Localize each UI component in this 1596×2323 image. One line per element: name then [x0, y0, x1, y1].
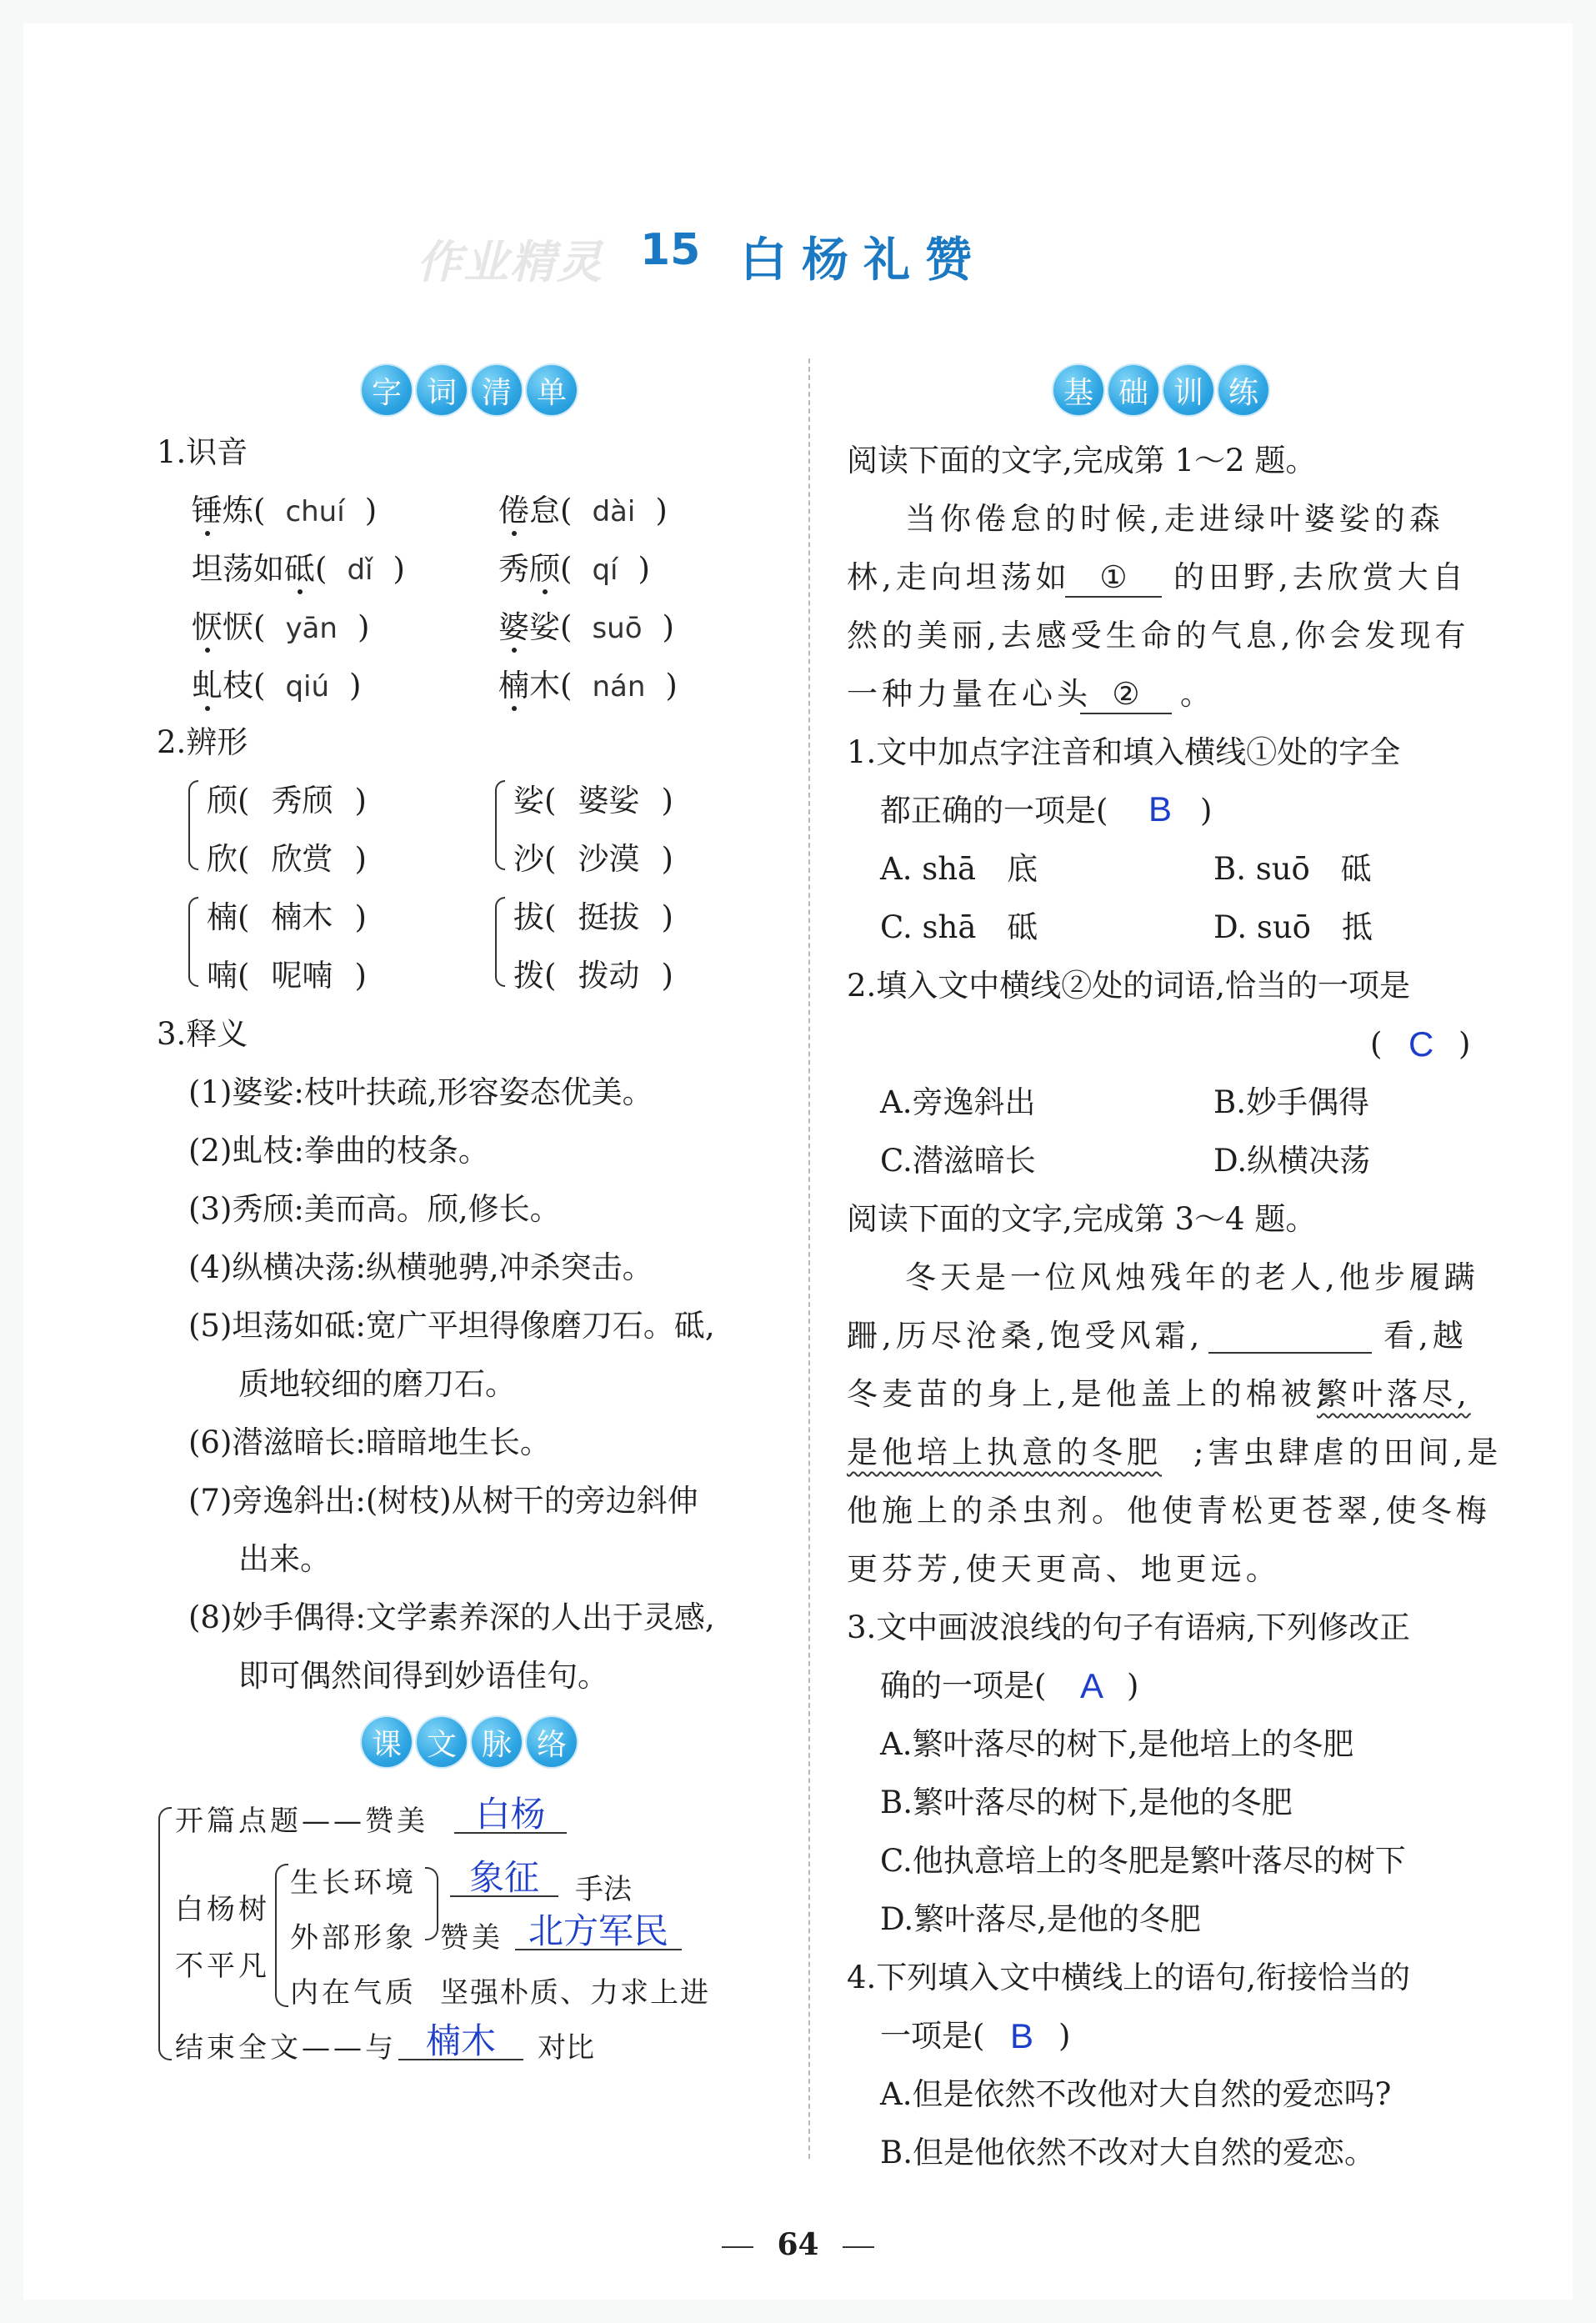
close-paren: ): [661, 958, 673, 994]
badge-char: 字: [362, 365, 412, 415]
badge-char: 脉: [472, 1717, 522, 1767]
shape-char: 拔(: [513, 899, 557, 935]
q4-close-paren: ): [1058, 2018, 1071, 2054]
q2-option-a: A.旁逸斜出: [880, 1084, 1036, 1120]
shape-word: 呢喃: [271, 958, 333, 994]
pinyin-answer: dài: [592, 495, 636, 528]
page-number-text: 64: [777, 2227, 819, 2262]
badge-char: 文: [417, 1717, 467, 1767]
meaning-line: (1)婆娑:枝叶扶疏,形容姿态优美。: [188, 1074, 653, 1110]
badge-char: 单: [527, 365, 577, 415]
shape-brace: [188, 897, 198, 987]
outline-item-environment: 生长环境: [290, 1866, 417, 1900]
passage1-line2-a: 林,走向坦荡如: [847, 559, 1071, 595]
section-badge-outline: [362, 1717, 577, 1767]
page-number: [0, 2227, 1596, 2262]
pronunciation-item: [192, 551, 405, 587]
q3-option-a: A.繁叶落尽的树下,是他培上的冬肥: [880, 1726, 1354, 1762]
q4-option-b: B.但是他依然不改对大自然的爱恋。: [880, 2135, 1375, 2170]
section-badge-practice: [1053, 365, 1268, 415]
passage2-line2-b: 看,越: [1383, 1318, 1468, 1354]
shape-item: [207, 958, 367, 994]
dotted-char: 颀: [529, 551, 560, 587]
meaning-line: (4)纵横决荡:纵横驰骋,冲杀突击。: [188, 1249, 653, 1285]
dotted-char: 楠: [498, 668, 529, 703]
word-suffix: (: [560, 551, 573, 587]
close-paren: ): [662, 609, 674, 645]
close-paren: ): [354, 899, 367, 935]
close-paren: ): [665, 668, 678, 703]
passage1-blank-1: ①: [1065, 562, 1162, 598]
shape-char: 娑(: [513, 783, 557, 819]
q1-option-a: A. shā 底: [880, 851, 1038, 887]
pronunciation-item: [192, 609, 370, 645]
outline-row-intro: 开篇点题——赞美: [175, 1805, 428, 1838]
badge-char: 练: [1218, 365, 1268, 415]
outline-item-temperament: 内在气质: [290, 1976, 417, 2010]
close-paren: ): [354, 958, 367, 994]
reading-intro-1: 阅读下面的文字,完成第 1～2 题。: [847, 443, 1317, 478]
outline-answer-praise: 北方军民: [515, 1914, 682, 1950]
meaning-line: (2)虬枝:拳曲的枝条。: [188, 1133, 489, 1169]
close-paren: ): [357, 609, 370, 645]
badge-char: 络: [527, 1717, 577, 1767]
dotted-char: 砥: [284, 551, 315, 587]
meaning-line: 质地较细的磨刀石。: [238, 1366, 516, 1402]
shape-brace: [495, 780, 505, 870]
section-badge-vocabulary: [362, 365, 577, 415]
badge-char: 清: [472, 365, 522, 415]
dotted-char: 倦: [498, 493, 529, 528]
shape-word: 秀颀: [271, 783, 333, 819]
pronunciation-item: [192, 670, 361, 701]
meaning-line: (8)妙手偶得:文学素养深的人出于灵感,: [188, 1600, 715, 1635]
passage2-line5: 他施上的杀虫剂。他使青松更苍翠,使冬梅: [847, 1493, 1491, 1529]
q2-option-b: B.妙手偶得: [1213, 1084, 1369, 1120]
dotted-char: 虬: [192, 668, 223, 703]
q1-close-paren: ): [1200, 793, 1213, 829]
passage1-blank-2: ②: [1080, 678, 1172, 714]
pronunciation-item: [498, 609, 674, 645]
passage2-line6: 更芬芳,使天更高、地更远。: [847, 1551, 1281, 1587]
q4-stem-line1: 4.下列填入文中横线上的语句,衔接恰当的: [847, 1960, 1411, 1995]
pronunciation-item: [192, 495, 377, 526]
close-paren: ): [354, 841, 367, 877]
dotted-char: 恹: [192, 609, 223, 645]
close-paren: ): [364, 493, 378, 528]
close-paren: ): [661, 899, 673, 935]
close-paren: ): [661, 783, 673, 819]
passage1-line2-b: 的田野,去欣赏大自: [1173, 559, 1468, 595]
q2-open-paren: (: [1370, 1026, 1383, 1062]
word-suffix: 炼(: [223, 493, 266, 528]
outline-contrast-suffix: 对比: [538, 2031, 594, 2065]
column-divider: [808, 358, 810, 2159]
meaning-line: (6)潜滋暗长:暗暗地生长。: [188, 1424, 551, 1460]
shape-char: 沙(: [513, 841, 557, 877]
shape-char: 欣(: [207, 841, 250, 877]
pronunciation-item: [498, 551, 650, 587]
pinyin-answer: qí: [592, 553, 618, 587]
q2-stem: 2.填入文中横线②处的词语,恰当的一项是: [847, 968, 1411, 1004]
passage2-wavy-2: 是他培上执意的冬肥: [847, 1434, 1162, 1470]
passage2-blank: [1208, 1352, 1372, 1354]
lesson-title: 白杨礼赞: [740, 233, 987, 288]
passage1-line1: 当你倦怠的时候,走进绿叶婆娑的森: [905, 501, 1444, 537]
passage2-line1: 冬天是一位风烛残年的老人,他步履蹒: [905, 1259, 1479, 1295]
q2-option-c: C.潜滋暗长: [880, 1143, 1036, 1179]
outline-row-end: 结束全文——与: [175, 2031, 397, 2065]
q3-close-paren: ): [1127, 1668, 1139, 1704]
pinyin-answer: dǐ: [347, 553, 373, 587]
outline-mid-left-1: 白杨树: [175, 1893, 270, 1926]
shape-word: 欣赏: [271, 841, 333, 877]
shape-brace: [188, 780, 198, 870]
shape-word: 挺拔: [578, 899, 640, 935]
shape-word: 楠木: [271, 899, 333, 935]
q4-answer: B: [1010, 2016, 1034, 2055]
reading-intro-2: 阅读下面的文字,完成第 3～4 题。: [847, 1201, 1317, 1237]
dotted-char: 婆: [498, 609, 529, 645]
q1-option-b: B. suō 砥: [1213, 851, 1372, 887]
passage1-line4-a: 一种力量在心头: [847, 676, 1092, 712]
shape-item: [513, 841, 673, 877]
q3-answer: A: [1080, 1666, 1104, 1705]
pronunciation-item: [498, 670, 678, 701]
lesson-number: 15: [640, 225, 701, 275]
word-suffix: 怠(: [529, 493, 573, 528]
badge-char: 基: [1053, 365, 1103, 415]
shape-char: 拨(: [513, 958, 557, 994]
outline-right-brace: [425, 1867, 438, 1940]
outline-answer-baiyang: 白杨: [454, 1797, 567, 1834]
word-prefix: 坦荡如: [192, 551, 284, 587]
shape-word: 沙漠: [578, 841, 640, 877]
heading-shape: 2.辨形: [157, 724, 248, 760]
q1-option-c: C. shā 砥: [880, 909, 1038, 945]
meaning-line: 出来。: [238, 1541, 331, 1577]
shape-char: 喃(: [207, 958, 250, 994]
q3-stem-line1: 3.文中画波浪线的句子有语病,下列修改正: [847, 1610, 1411, 1645]
watermark-logo: 作业精灵: [417, 236, 603, 288]
close-paren: ): [661, 841, 673, 877]
shape-item: [207, 899, 367, 935]
dotted-char: 锤: [192, 493, 223, 528]
q2-close-paren: ): [1458, 1026, 1471, 1062]
word-suffix: 枝(: [223, 668, 266, 703]
close-paren: ): [655, 493, 668, 528]
meaning-line: 即可偶然间得到妙语佳句。: [238, 1658, 608, 1694]
shape-char: 颀(: [207, 783, 250, 819]
shape-brace: [495, 897, 505, 987]
close-paren: ): [638, 551, 650, 587]
q3-option-d: D.繁叶落尽,是他的冬肥: [880, 1901, 1201, 1937]
outline-quality: 坚强朴质、力求上进: [440, 1976, 710, 2010]
meaning-line: (7)旁逸斜出:(树枝)从树干的旁边斜伸: [188, 1483, 698, 1519]
outline-mid-left-2: 不平凡: [175, 1950, 270, 1983]
pinyin-answer: chuí: [285, 495, 345, 528]
badge-char: 础: [1108, 365, 1158, 415]
heading-pronunciation: 1.识音: [157, 434, 248, 470]
meaning-line: (5)坦荡如砥:宽广平坦得像磨刀石。砥,: [188, 1308, 715, 1344]
passage2-wavy-1: 繁叶落尽,: [1317, 1376, 1471, 1412]
word-suffix: 娑(: [529, 609, 573, 645]
q4-stem-line2: 一项是(: [880, 2018, 985, 2054]
q2-option-d: D.纵横决荡: [1213, 1143, 1371, 1179]
q2-answer: C: [1408, 1024, 1434, 1064]
shape-item: [207, 783, 367, 819]
outline-answer-contrast: 楠木: [398, 2024, 523, 2060]
passage2-line3-a: 冬麦苗的身上,是他盖上的棉被;: [847, 1376, 1331, 1412]
close-paren: ): [349, 668, 362, 703]
q3-stem-line2: 确的一项是(: [880, 1668, 1047, 1704]
q1-stem-line2: 都正确的一项是(: [880, 793, 1108, 829]
outline-praise-label: 赞美: [440, 1921, 503, 1955]
outline-item-appearance: 外部形象: [290, 1921, 417, 1955]
heading-meaning: 3.释义: [157, 1016, 248, 1052]
passage1-line3: 然的美丽,去感受生命的气息,你会发现有: [847, 618, 1470, 653]
q3-option-b: B.繁叶落尽的树下,是他的冬肥: [880, 1785, 1293, 1820]
passage1-line4-end: 。: [1180, 676, 1211, 712]
q4-option-a: A.但是依然不改他对大自然的爱恋吗?: [880, 2076, 1392, 2112]
shape-item: [513, 958, 673, 994]
passage2-line4-b: ;害虫肆虐的田间,是: [1193, 1434, 1503, 1470]
badge-char: 训: [1163, 365, 1213, 415]
badge-char: 课: [362, 1717, 412, 1767]
shape-item: [207, 841, 367, 877]
q1-stem-line1: 1.文中加点字注音和填入横线①处的字全: [847, 734, 1401, 770]
pinyin-answer: yān: [285, 612, 338, 645]
shape-word: 婆娑: [578, 783, 640, 819]
word-suffix: (: [315, 551, 328, 587]
close-paren: ): [354, 783, 367, 819]
outline-outer-brace: [158, 1807, 172, 2060]
passage2-line2-a: 跚,历尽沧桑,饱受风霜,: [847, 1318, 1204, 1354]
pronunciation-item: [498, 495, 668, 526]
outline-inner-brace: [275, 1864, 288, 2007]
meaning-line: (3)秀颀:美而高。颀,修长。: [188, 1191, 561, 1227]
q3-option-c: C.他执意培上的冬肥是繁叶落尽的树下: [880, 1843, 1406, 1879]
footer-dash-left: [722, 2246, 753, 2248]
word-suffix: 木(: [529, 668, 573, 703]
q1-option-d: D. suō 抵: [1213, 909, 1373, 945]
shape-item: [513, 899, 673, 935]
close-paren: ): [393, 551, 405, 587]
shape-char: 楠(: [207, 899, 250, 935]
outline-symbol-suffix: 手法: [575, 1873, 632, 1906]
badge-char: 词: [417, 365, 467, 415]
shape-word: 拨动: [578, 958, 640, 994]
pinyin-answer: suō: [592, 612, 643, 645]
word-prefix: 秀: [498, 551, 529, 587]
shape-item: [513, 783, 673, 819]
outline-answer-symbol: 象征: [450, 1860, 558, 1897]
pinyin-answer: nán: [592, 670, 646, 703]
q1-answer: B: [1148, 789, 1173, 829]
pinyin-answer: qiú: [285, 670, 330, 703]
footer-dash-right: [843, 2246, 874, 2248]
word-suffix: 恹(: [223, 609, 266, 645]
